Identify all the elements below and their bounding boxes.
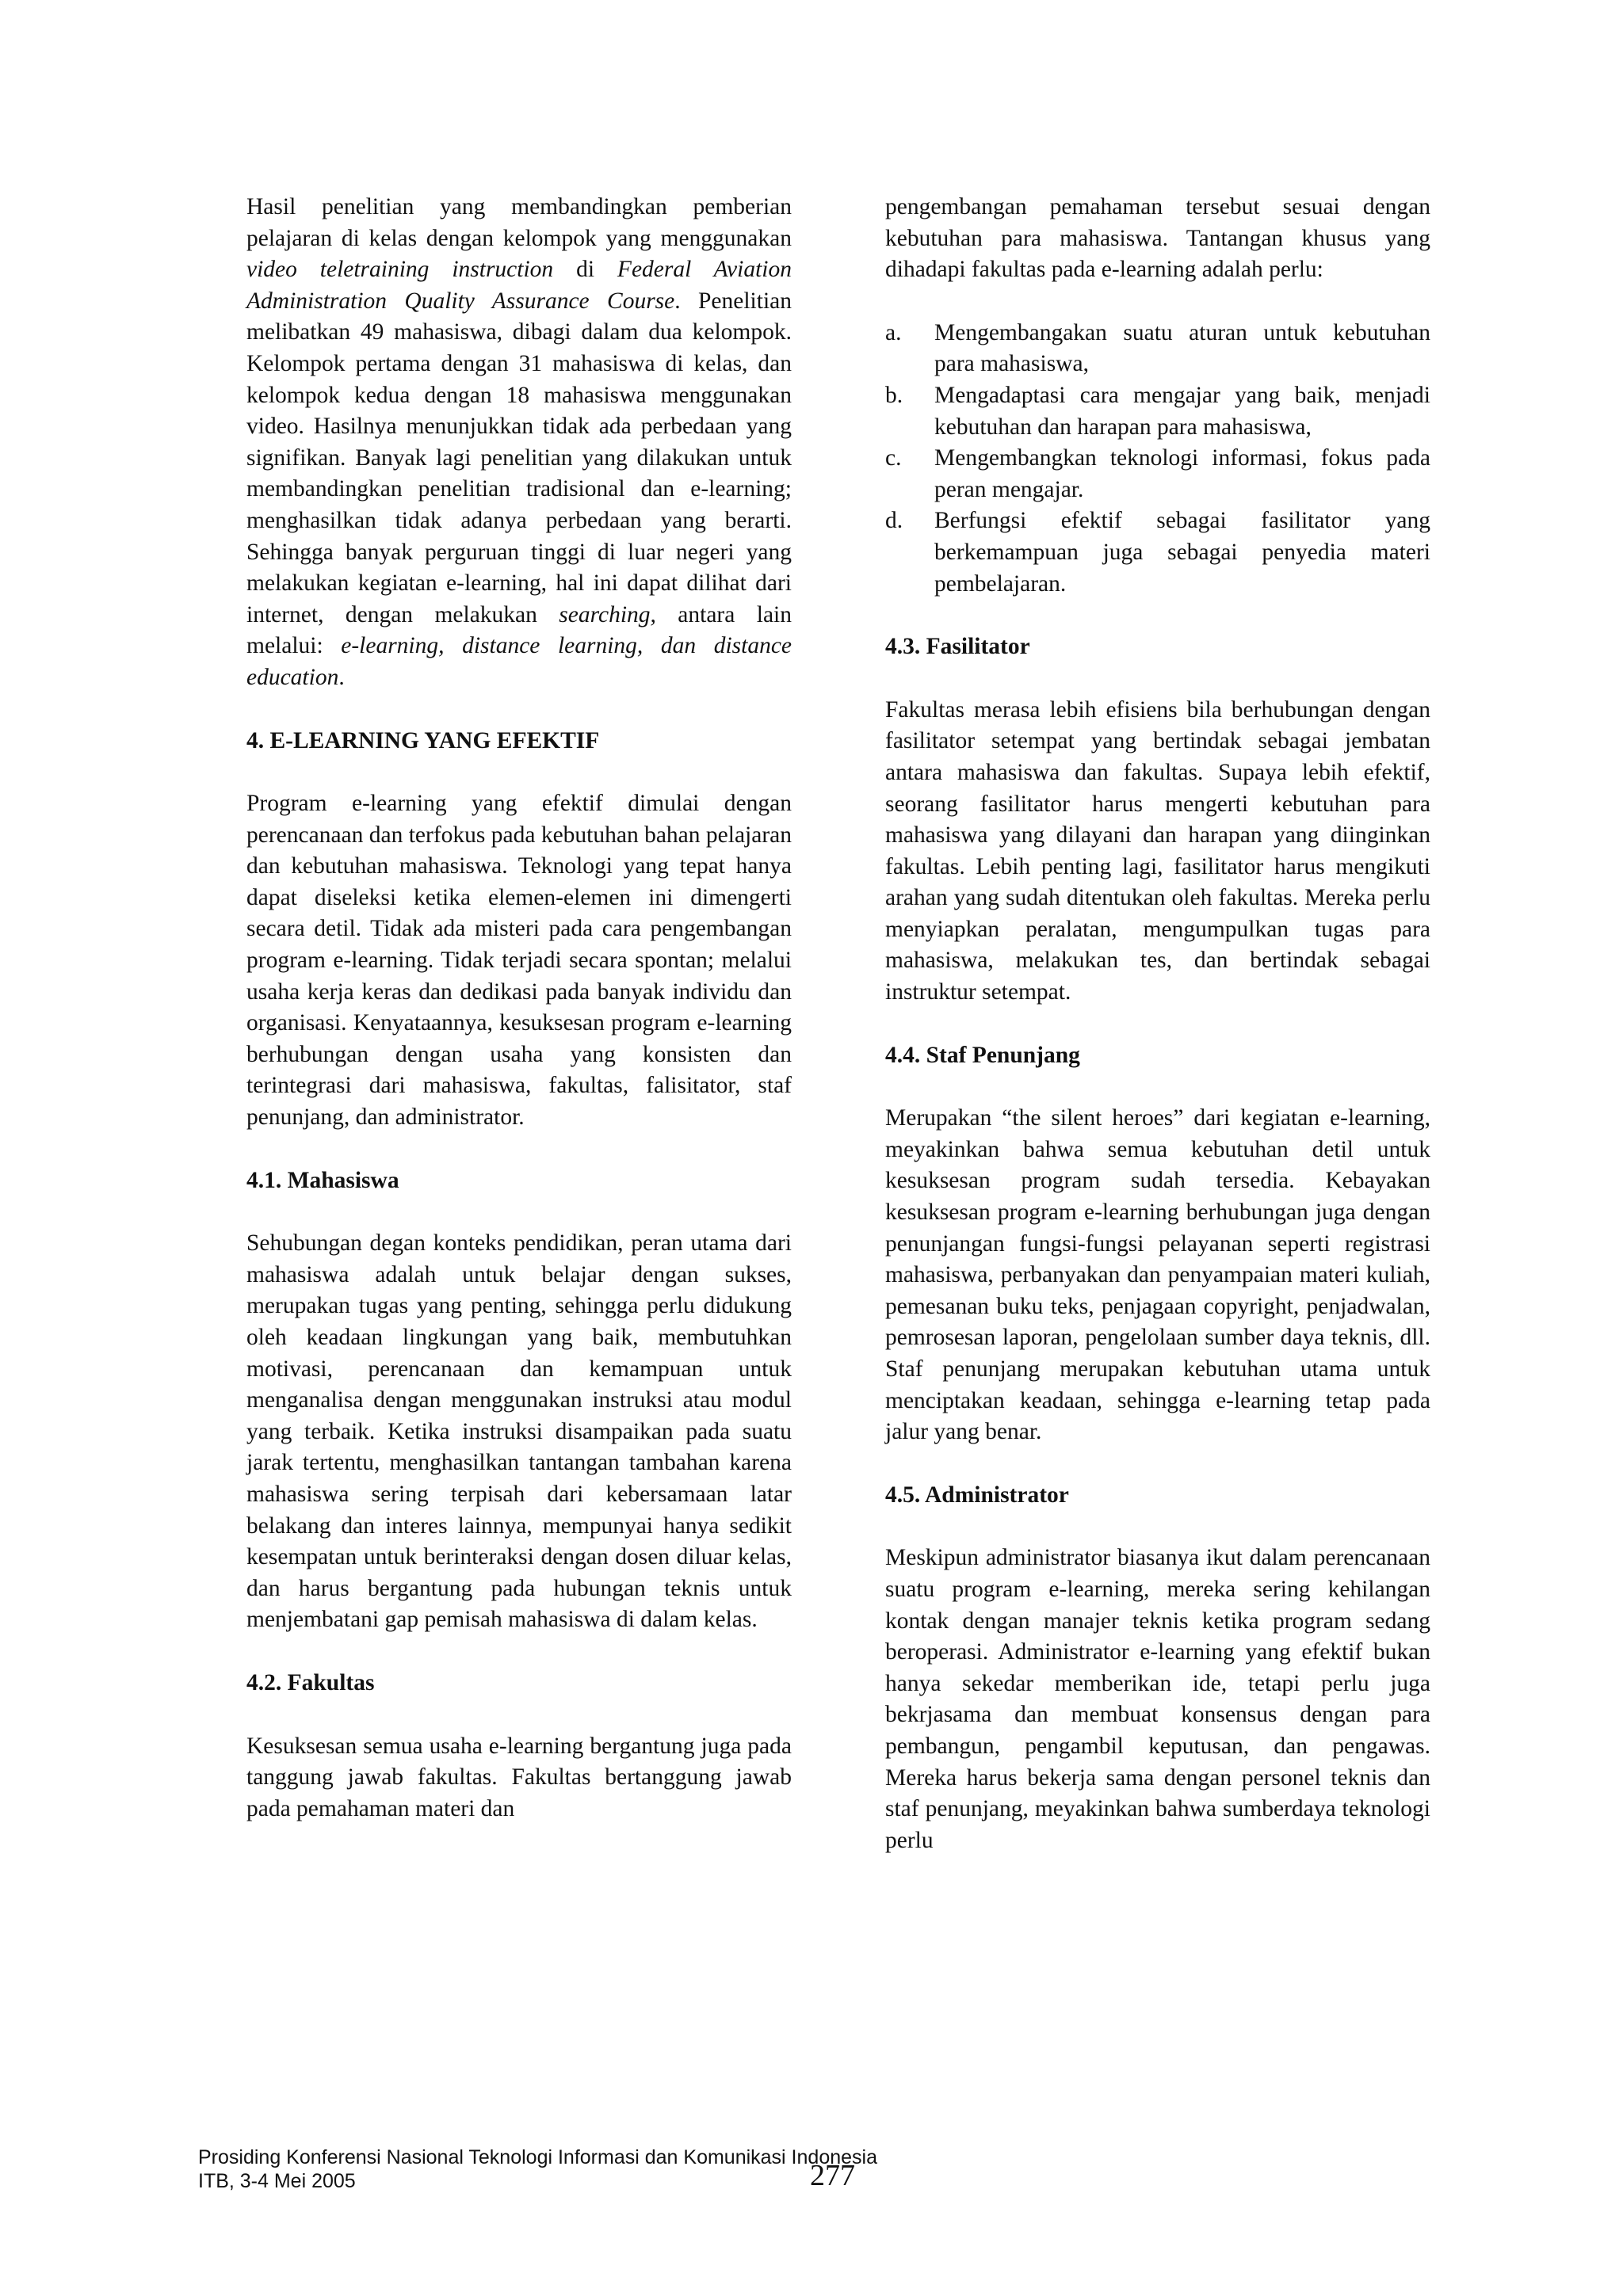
section-4-2-heading: 4.2. Fakultas: [246, 1669, 375, 1695]
footer-proceedings-title: Prosiding Konferensi Nasional Teknologi Informasi dan Komunikasi Indonesia: [198, 2146, 877, 2168]
faculty-continuation-paragraph: pengembangan pemahaman tersebut sesuai dengan kebutuhan para mahasiswa. Tantangan khusus yang dihadapi fakultas pada e-learning adalah perlu:: [885, 194, 1430, 283]
italic-text-run: video teletraining instruction: [246, 257, 554, 283]
text-run: . Penelitian melibatkan 49 mahasiswa, dibagi dalam dua kelompok. Kelompok pertama dengan 31 mahasiswa di kelas, dan kelompok kedua dengan 18 mahasiswa menggunakan video. Hasilnya menunjukkan tidak ada perbedaan yang signifikan. Banyak lagi penelitian yang dilakukan untuk membandingkan penelitian tradisional dan e-learning; menghasilkan tidak adanya perbedaan yang berarti. Sehingga banyak perguruan tinggi di luar negeri yang melakukan kegiatan e-learning, hal ini dapat dilihat dari internet, dengan melakukan: [246, 288, 792, 627]
left-column: [246, 192, 792, 1825]
section-4-2-paragraph: Kesuksesan semua usaha e-learning bergantung juga pada tanggung jawab fakultas. Fakultas bertanggung jawab pada pemahaman materi dan: [246, 1733, 792, 1821]
faculty-challenges-list: [885, 318, 1430, 600]
italic-text-run: searching,: [559, 601, 656, 627]
list-item-text: Mengembangkan teknologi informasi, fokus pada peran mengajar.: [934, 445, 1430, 502]
italic-text-run: e-learning, distance learning, dan distance education: [246, 633, 792, 690]
section-4-5-heading: 4.5. Administrator: [885, 1482, 1069, 1508]
list-item-text: Mengadaptasi cara mengajar yang baik, menjadi kebutuhan dan harapan para mahasiswa,: [934, 382, 1430, 440]
list-item: [885, 380, 1430, 443]
list-item-text: Mengembangakan suatu aturan untuk kebutuhan para mahasiswa,: [934, 319, 1430, 377]
footer: [198, 2145, 877, 2193]
section-4-3-heading: 4.3. Fasilitator: [885, 634, 1030, 660]
text-run: .: [338, 664, 345, 690]
text-run: Hasil penelitian yang membandingkan pemberian pelajaran di kelas dengan kelompok yang menggunakan: [246, 194, 792, 251]
list-item-text: Berfungsi efektif sebagai fasilitator yang berkemampuan juga sebagai penyedia materi pembelajaran.: [934, 508, 1430, 597]
section-4-paragraph: Program e-learning yang efektif dimulai dengan perencanaan dan terfokus pada kebutuhan bahan pelajaran dan kebutuhan mahasiswa. Teknologi yang tepat hanya dapat diseleksi ketika elemen-elemen ini dimengerti secara detil. Tidak ada misteri pada cara pengembangan program e-learning. Tidak terjadi secara spontan; melalui usaha kerja keras dan dedikasi pada banyak individu dan organisasi. Kenyataannya, kesuksesan program e-learning berhubungan dengan usaha yang konsisten dan terintegrasi dari mahasiswa, fakultas, falisitator, staf penunjang, dan administrator.: [246, 791, 792, 1131]
text-run: di: [553, 257, 617, 283]
section-4-1-heading: 4.1. Mahasiswa: [246, 1167, 399, 1193]
intro-paragraph: [246, 192, 792, 694]
list-item: [885, 443, 1430, 505]
section-4-5-paragraph: Meskipun administrator biasanya ikut dalam perencanaan suatu program e-learning, mereka sering kehilangan kontak dengan manajer teknis ketika program sedang beroperasi. Administrator e-learning yang efektif bukan hanya sekedar memberikan ide, tetapi perlu juga bekrjasama dan membuat konsensus dengan para pembangun, pengambil keputusan, dan pengawas. Mereka harus bekerja sama dengan personel teknis dan staf penunjang, meyakinkan bahwa sumberdaya teknologi perlu: [885, 1545, 1430, 1853]
list-marker: c.: [885, 445, 902, 471]
list-marker: d.: [885, 508, 903, 534]
italic-text-run: Federal Aviation Administration Quality Assurance Course: [246, 257, 792, 314]
list-item: [885, 318, 1430, 380]
footer-venue-date: ITB, 3-4 Mei 2005: [198, 2170, 356, 2192]
section-4-4-heading: 4.4. Staf Penunjang: [885, 1042, 1080, 1068]
right-column: [885, 192, 1430, 1856]
list-item: [885, 505, 1430, 600]
section-4-4-paragraph: Merupakan “the silent heroes” dari kegiatan e-learning, meyakinkan bahwa semua kebutuhan detil untuk kesuksesan program sudah tersedia. Kebayakan kesuksesan program e-learning berhubungan juga dengan penunjangan fungsi-fungsi pelayanan seperti registrasi mahasiswa, perbanyakan dan penyampaian materi kuliah, pemesanan buku teks, penjagaan copyright, penjadwalan, pemrosesan laporan, pengelolaan sumber daya teknis, dll. Staf penunjang merupakan kebutuhan utama untuk menciptakan keadaan, sehingga e-learning tetap pada jalur yang benar.: [885, 1105, 1430, 1445]
page-number: 277: [810, 2159, 855, 2192]
list-marker: b.: [885, 382, 903, 408]
list-marker: a.: [885, 319, 902, 345]
section-4-3-paragraph: Fakultas merasa lebih efisiens bila berhubungan dengan fasilitator setempat yang bertindak sebagai jembatan antara mahasiswa dan fakultas. Supaya lebih efektif, seorang fasilitator harus mengerti kebutuhan para mahasiswa yang dilayani dan harapan yang diinginkan fakultas. Lebih penting lagi, fasilitator harus mengikuti arahan yang sudah ditentukan oleh fakultas. Mereka perlu menyiapkan peralatan, mengumpulkan tugas para mahasiswa, melakukan tes, dan bertindak sebagai instruktur setempat.: [885, 696, 1430, 1005]
section-4-heading: 4. E-LEARNING YANG EFEKTIF: [246, 727, 600, 753]
text-run: antara lain melalui:: [246, 601, 792, 659]
section-4-1-paragraph: Sehubungan degan konteks pendidikan, peran utama dari mahasiswa adalah untuk belajar dengan sukses, merupakan tugas yang penting, sehingga perlu didukung oleh keadaan lingkungan yang baik, membutuhkan motivasi, perencanaan dan kemampuan untuk menganalisa dengan menggunakan instruksi atau modul yang terbaik. Ketika instruksi disampaikan pada suatu jarak tertentu, menghasilkan tantangan tambahan karena mahasiswa sering terpisah dari kebersamaan latar belakang dan interes lainnya, mempunyai hanya sedikit kesempatan untuk berinteraksi dengan dosen diluar kelas, dan harus bergantung pada hubungan teknis untuk menjembatani gap pemisah mahasiswa di dalam kelas.: [246, 1230, 792, 1633]
